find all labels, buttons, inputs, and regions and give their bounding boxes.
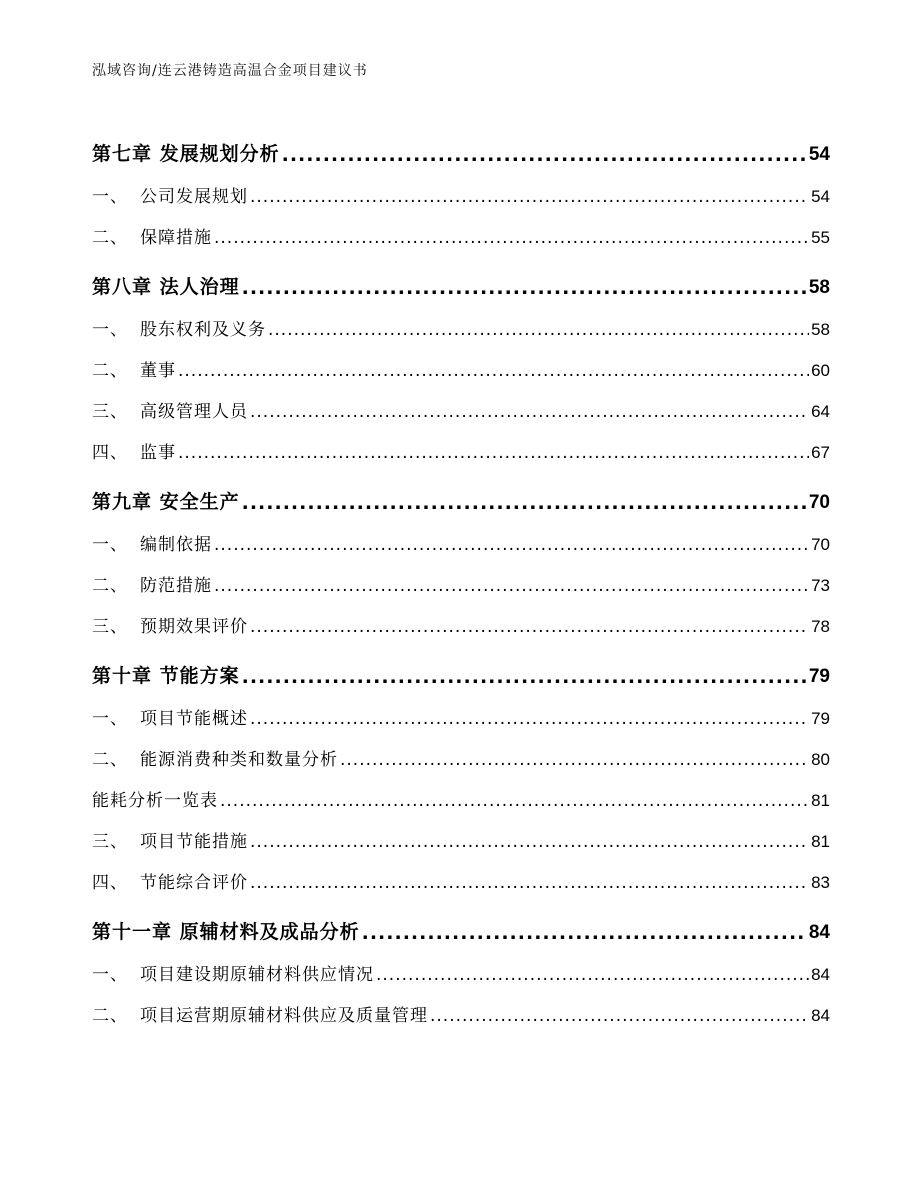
toc-page-number: 84: [811, 965, 830, 984]
toc-entry-label: [92, 827, 248, 852]
toc-entry-label: [92, 612, 248, 637]
toc-section[interactable]: [92, 811, 830, 852]
toc-entry-number: 一、: [92, 187, 128, 207]
toc-entry-title: 项目建设期原辅材料供应情况: [140, 965, 374, 985]
toc-entry-title: 公司发展规划: [140, 187, 248, 207]
toc-leader-dots: [242, 277, 807, 299]
toc-page-number: 79: [811, 709, 830, 728]
toc-entry-label: 第八章 法人治理: [92, 276, 240, 298]
toc-entry-number: 二、: [92, 750, 128, 770]
toc-entry-label: [92, 1001, 428, 1026]
toc-leader-dots: [178, 361, 809, 381]
toc-page-number: 70: [808, 492, 830, 513]
toc-entry-label: [92, 397, 248, 422]
toc-chapter-7[interactable]: [92, 115, 830, 166]
toc-entry-label: 第十章 节能方案: [92, 665, 240, 687]
toc-chapter-10[interactable]: [92, 637, 830, 688]
toc-entry-title: 编制依据: [140, 535, 212, 555]
toc-page-number: 83: [811, 873, 830, 892]
toc-entry-title: 股东权利及义务: [140, 320, 266, 340]
toc-chapter-8[interactable]: [92, 248, 830, 299]
toc-entry-title: 能耗分析一览表: [92, 791, 218, 811]
toc-leader-dots: [250, 873, 809, 893]
toc-entry-title: 项目节能概述: [140, 709, 248, 729]
toc-page-number: 60: [811, 361, 830, 380]
toc-section[interactable]: [92, 688, 830, 729]
toc-leader-dots: [430, 1006, 809, 1026]
toc-section-table[interactable]: [92, 770, 830, 811]
toc-entry-title: 能源消费种类和数量分析: [140, 750, 338, 770]
toc-entry-number: 四、: [92, 873, 128, 893]
toc-entry-title: 项目运营期原辅材料供应及质量管理: [140, 1006, 428, 1026]
toc-entry-label: 第七章 发展规划分析: [92, 143, 280, 165]
toc-leader-dots: [282, 144, 807, 166]
toc-entry-label: [92, 571, 212, 596]
toc-section[interactable]: [92, 514, 830, 555]
toc-entry-label: [92, 530, 212, 555]
toc-page-number: 54: [808, 144, 830, 165]
toc-entry-title: 董事: [140, 361, 176, 381]
toc-leader-dots: [250, 617, 809, 637]
toc-page-number: 58: [811, 320, 830, 339]
toc-entry-label: [92, 745, 338, 770]
toc-entry-label: [92, 960, 374, 985]
toc-entry-number: 二、: [92, 576, 128, 596]
toc-section[interactable]: [92, 207, 830, 248]
toc-entry-label: [92, 356, 176, 381]
toc-entry-number: 三、: [92, 617, 128, 637]
toc-entry-title: 防范措施: [140, 576, 212, 596]
toc-section[interactable]: [92, 985, 830, 1026]
toc-leader-dots: [340, 750, 809, 770]
toc-section[interactable]: [92, 852, 830, 893]
toc-entry-number: 一、: [92, 709, 128, 729]
toc-page-number: 55: [811, 228, 830, 247]
toc-page-number: 81: [811, 791, 830, 810]
toc-page-number: 80: [811, 750, 830, 769]
toc-entry-number: 二、: [92, 228, 128, 248]
toc-entry-number: 三、: [92, 832, 128, 852]
toc-entry-title: 节能综合评价: [140, 873, 248, 893]
toc-entry-label: [92, 868, 248, 893]
toc-entry-number: 三、: [92, 402, 128, 422]
toc-entry-title: 高级管理人员: [140, 402, 248, 422]
toc-entry-label: [92, 438, 176, 463]
toc-entry-label: [92, 182, 248, 207]
toc-entry-number: 一、: [92, 535, 128, 555]
toc-section[interactable]: [92, 166, 830, 207]
toc-leader-dots: [214, 228, 809, 248]
toc-section[interactable]: [92, 299, 830, 340]
toc-leader-dots: [250, 709, 809, 729]
toc-section[interactable]: [92, 422, 830, 463]
toc-entry-title: 保障措施: [140, 228, 212, 248]
toc-entry-number: 二、: [92, 361, 128, 381]
toc-leader-dots: [220, 791, 809, 811]
toc-page-number: 70: [811, 535, 830, 554]
toc-entry-label: [92, 704, 248, 729]
page-header: 泓域咨询/连云港铸造高温合金项目建议书: [92, 63, 368, 79]
toc-entry-title: 项目节能措施: [140, 832, 248, 852]
toc-section[interactable]: [92, 944, 830, 985]
toc-section[interactable]: [92, 555, 830, 596]
toc-page-number: 64: [811, 402, 830, 421]
toc-section[interactable]: [92, 381, 830, 422]
toc-entry-label: 第九章 安全生产: [92, 491, 240, 513]
toc-leader-dots: [268, 320, 809, 340]
toc-leader-dots: [242, 492, 807, 514]
toc-page-number: 73: [811, 576, 830, 595]
toc-entry-label: [92, 223, 212, 248]
table-of-contents: [92, 115, 830, 1026]
toc-page-number: 58: [808, 277, 830, 298]
toc-section[interactable]: [92, 340, 830, 381]
toc-entry-number: 一、: [92, 965, 128, 985]
toc-entry-label: [92, 786, 218, 811]
toc-leader-dots: [250, 187, 809, 207]
toc-page-number: 84: [811, 1006, 830, 1025]
toc-entry-title: 预期效果评价: [140, 617, 248, 637]
toc-entry-label: 第十一章 原辅材料及成品分析: [92, 921, 360, 943]
toc-entry-number: 二、: [92, 1006, 128, 1026]
toc-page-number: 67: [811, 443, 830, 462]
toc-page-number: 79: [808, 666, 830, 687]
toc-page-number: 78: [811, 617, 830, 636]
toc-leader-dots: [376, 965, 809, 985]
toc-section[interactable]: [92, 596, 830, 637]
toc-entry-number: 四、: [92, 443, 128, 463]
toc-leader-dots: [214, 576, 809, 596]
toc-page-number: 84: [808, 922, 830, 943]
toc-leader-dots: [242, 666, 807, 688]
toc-entry-title: 监事: [140, 443, 176, 463]
toc-entry-number: 一、: [92, 320, 128, 340]
toc-chapter-11[interactable]: [92, 893, 830, 944]
toc-leader-dots: [214, 535, 809, 555]
toc-leader-dots: [362, 922, 807, 944]
toc-leader-dots: [250, 402, 809, 422]
toc-leader-dots: [250, 832, 809, 852]
toc-page-number: 54: [811, 187, 830, 206]
toc-entry-label: [92, 315, 266, 340]
toc-chapter-9[interactable]: [92, 463, 830, 514]
toc-section[interactable]: [92, 729, 830, 770]
toc-leader-dots: [178, 443, 809, 463]
toc-page-number: 81: [811, 832, 830, 851]
